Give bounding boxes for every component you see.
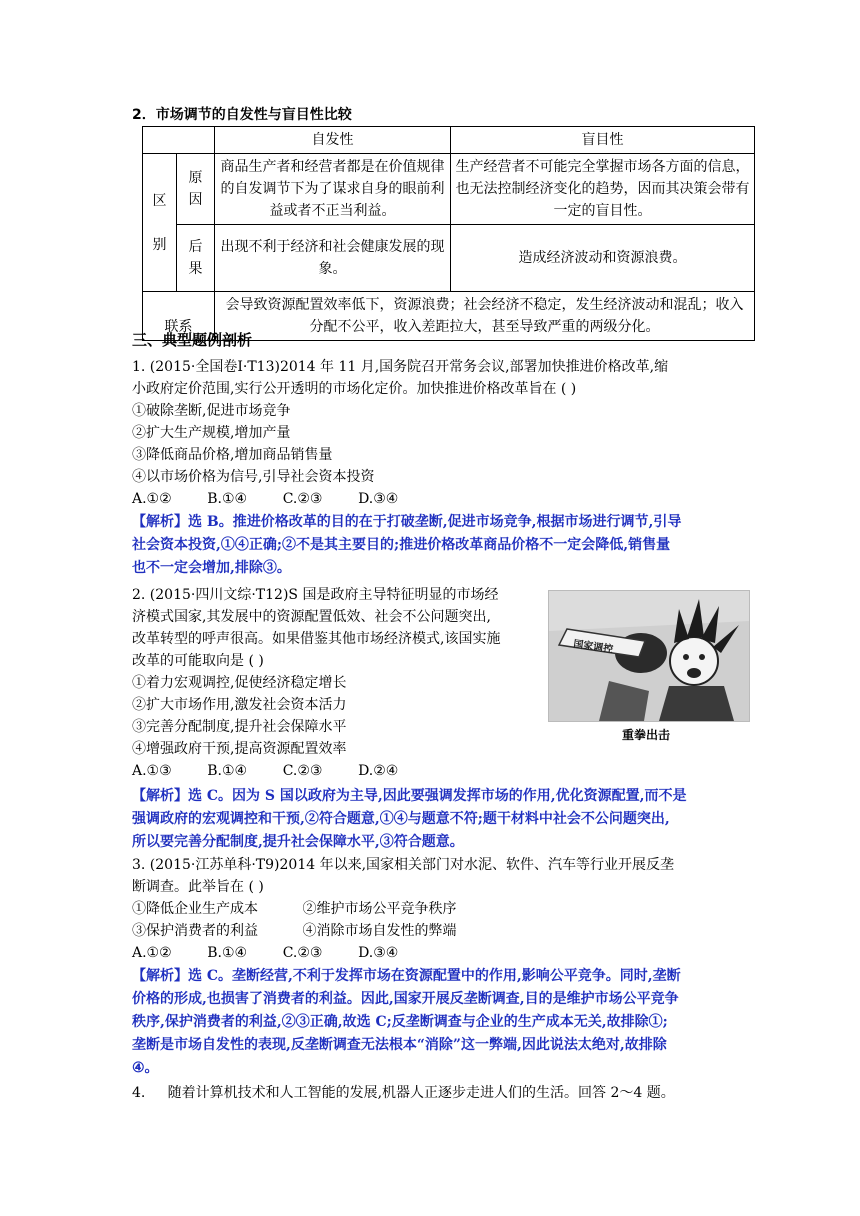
- q2-stem-line-2: 济模式国家,其发展中的资源配置低效、社会不公问题突出,: [132, 609, 491, 625]
- cause-spontaneity-cell: 商品生产者和经营者都是在价值规律的自发调节下为了谋求自身的眼前利益或者不正当利益。: [215, 154, 451, 225]
- table-header-row: [143, 127, 755, 154]
- cartoon-banner-text: 国家调控: [572, 639, 614, 656]
- q1-analysis-line-1: [132, 511, 681, 533]
- q3-options-row-2: ③保护消费者的利益 ④消除市场自发性的弊端: [132, 923, 457, 939]
- q1-analysis-tag: 【解析】: [132, 514, 188, 530]
- q2-stem-line-4: 改革的可能取向是 ( ): [132, 653, 264, 669]
- q3-analysis-line-2: 价格的形成,也损害了消费者的利益。因此,国家开展反垄断调查,目的是维护市场公平竞争: [132, 991, 679, 1007]
- q2-analysis-line-2: 强调政府的宏观调控和干预,②符合题意,①④与题意不符;题干材料中社会不公问题突出,: [132, 811, 670, 827]
- relation-cell: 会导致资源配置效率低下，资源浪费；社会经济不稳定，发生经济波动和混乱；收入分配不公平，收入差距拉大，甚至导致严重的两级分化。: [215, 292, 755, 341]
- header-blindness: 盲目性: [451, 127, 755, 154]
- q1-analysis-text-1: 选 B。推进价格改革的目的在于打破垄断,促进市场竞争,根据市场进行调节,引导: [188, 514, 682, 530]
- relation-label: 联系: [143, 292, 215, 341]
- q1-stem-line-2: 小政府定价范围,实行公开透明的市场化定价。加快推进价格改革旨在 ( ): [132, 381, 577, 397]
- q3-choices: A.①② B.①④ C.②③ D.③④: [132, 945, 399, 961]
- q1-option-3: ③降低商品价格,增加商品销售量: [132, 447, 333, 463]
- q2-analysis-tag: 【解析】: [132, 788, 188, 804]
- q3-stem-line-2: 断调查。此举旨在 ( ): [132, 879, 264, 895]
- result-blindness-cell: 造成经济波动和资源浪费。: [451, 225, 755, 292]
- table-row-result: [143, 225, 755, 292]
- difference-label: [143, 154, 177, 292]
- cause-label-char-1: 原: [188, 170, 203, 186]
- q3-analysis-text-1: 选 C。垄断经营,不利于发挥市场在资源配置中的作用,影响公平竞争。同时,垄断: [188, 968, 681, 984]
- q2-option-2: ②扩大市场作用,激发社会资本活力: [132, 697, 347, 713]
- q2-analysis-text-1: 选 C。因为 S 国以政府为主导,因此要强调发挥市场的作用,优化资源配置,而不是: [188, 788, 687, 804]
- header-spontaneity: 自发性: [215, 127, 451, 154]
- q2-stem-line-1: 2. (2015·四川文综·T12)S 国是政府主导特征明显的市场经: [132, 587, 499, 603]
- q3-analysis-line-4: 垄断是市场自发性的表现,反垄断调查无法根本“消除”这一弊端,因此说法太绝对,故排除: [132, 1037, 667, 1053]
- q2-choices: A.①③ B.①④ C.②③ D.②④: [132, 763, 399, 779]
- result-spontaneity-cell: 出现不利于经济和社会健康发展的现象。: [215, 225, 451, 292]
- cause-blindness-cell: 生产经营者不可能完全掌握市场各方面的信息，也无法控制经济变化的趋势，因而其决策会带有一定的盲目性。: [451, 154, 755, 225]
- table-corner-cell: [143, 127, 215, 154]
- difference-label-char-2: 别: [152, 236, 167, 253]
- q3-stem-line-1: 3. (2015·江苏单科·T9)2014 年以来,国家相关部门对水泥、软件、汽车等行业开展反垄: [132, 857, 675, 873]
- q2-option-1: ①着力宏观调控,促使经济稳定增长: [132, 675, 347, 691]
- q1-stem-line-1: 1. (2015·全国卷Ⅰ·T13)2014 年 11 月,国务院召开常务会议,部署加快推进价格改革,缩: [132, 359, 669, 375]
- q3-analysis-line-5: ④。: [132, 1060, 159, 1076]
- q2-stem-line-3: 改革转型的呼声很高。如果借鉴其他市场经济模式,该国实施: [132, 631, 501, 647]
- cause-label: [177, 154, 215, 225]
- q1-analysis-line-2: 社会资本投资,①④正确;②不是其主要目的;推进价格改革商品价格不一定会降低,销售量: [132, 537, 671, 553]
- q3-analysis-tag: 【解析】: [132, 968, 188, 984]
- q2-option-3: ③完善分配制度,提升社会保障水平: [132, 719, 347, 735]
- section-2-title: 2．市场调节的自发性与盲目性比较: [132, 107, 352, 123]
- q4-stem-line-1: 4. 随着计算机技术和人工智能的发展,机器人正逐步走进人们的生活。回答 2～4 题。: [132, 1085, 675, 1101]
- q3-options-row-1: ①降低企业生产成本 ②维护市场公平竞争秩序: [132, 901, 457, 917]
- cause-label-char-2: 因: [188, 192, 203, 208]
- q2-analysis-line-3: 所以要完善分配制度,提升社会保障水平,③符合题意。: [132, 834, 464, 850]
- table-row-cause: [143, 154, 755, 225]
- q1-option-1: ①破除垄断,促进市场竞争: [132, 403, 291, 419]
- q2-analysis-line-1: [132, 785, 687, 807]
- cartoon-illustration: [549, 591, 749, 721]
- section-3-title: 三、典型题例剖析: [132, 331, 253, 349]
- q3-analysis-line-1: [132, 965, 681, 987]
- comparison-table: [142, 126, 755, 341]
- q2-option-4: ④增强政府干预,提高资源配置效率: [132, 741, 347, 757]
- q1-analysis-line-3: 也不一定会增加,排除③。: [132, 560, 291, 576]
- result-label-char-2: 果: [188, 261, 203, 277]
- difference-label-char-1: 区: [152, 192, 167, 209]
- q1-option-2: ②扩大生产规模,增加产量: [132, 425, 291, 441]
- cartoon-image: [548, 590, 750, 722]
- result-label-char-1: 后: [188, 239, 203, 255]
- q1-option-4: ④以市场价格为信号,引导社会资本投资: [132, 469, 375, 485]
- q1-choices: A.①② B.①④ C.②③ D.③④: [132, 491, 399, 507]
- result-label: [177, 225, 215, 292]
- q3-analysis-line-3: 秩序,保护消费者的利益,②③正确,故选 C;反垄断调查与企业的生产成本无关,故排除①;: [132, 1014, 668, 1030]
- cartoon-caption: 重拳出击: [622, 728, 671, 742]
